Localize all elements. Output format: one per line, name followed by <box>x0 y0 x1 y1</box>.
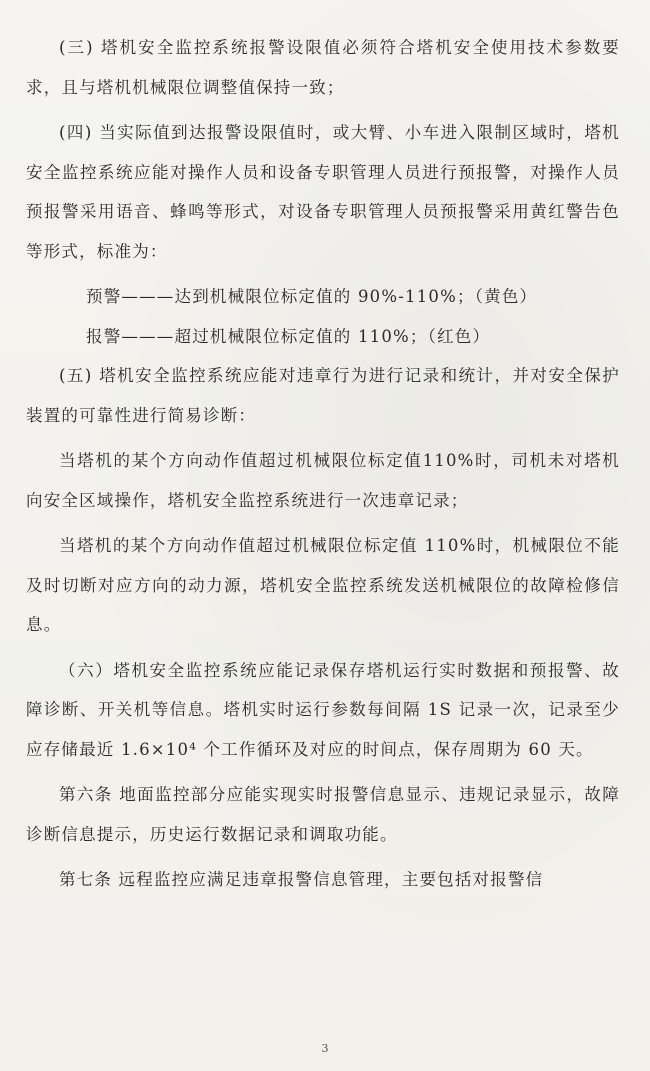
paragraph-5: (五) 塔机安全监控系统应能对违章行为进行记录和统计，并对安全保护装置的可靠性进行简易诊断： <box>26 366 620 425</box>
paragraph-3: (三) 塔机安全监控系统报警设限值必须符合塔机安全使用技术参数要求，且与塔机机械限位调整值保持一致； <box>26 38 620 97</box>
paragraph-6: （六）塔机安全监控系统应能记录保存塔机运行实时数据和预报警、故障诊断、开关机等信息。塔机实时运行参数每间隔 1S 记录一次，记录至少应存储最近 1.6×10⁴ 个工作循环及对应的时间点，保存周期为 60 天。 <box>26 660 620 759</box>
standard-line-alarm: 报警———超过机械限位标定值的 110%；（红色） <box>86 326 491 346</box>
paragraph-4: (四) 当实际值到达报警设限值时，或大臂、小车进入限制区域时，塔机安全监控系统应能对操作人员和设备专职管理人员进行预报警，对操作人员预报警采用语音、蜂鸣等形式，对设备专职管理人员预报警采用黄红警告色等形式，标准为： <box>26 123 620 261</box>
standard-line-warning: 预警———达到机械限位标定值的 90%-110%；（黄色） <box>86 287 538 306</box>
page-number: 3 <box>321 1042 329 1055</box>
article-6: 第六条 地面监控部分应能实现实时报警信息显示、违规记录显示，故障诊断信息提示，历史运行数据记录和调取功能。 <box>26 785 620 844</box>
article-7: 第七条 远程监控应满足违章报警信息管理，主要包括对报警信 <box>59 870 544 889</box>
paragraph-violation-record: 当塔机的某个方向动作值超过机械限位标定值110%时，司机未对塔机向安全区域操作，塔机安全监控系统进行一次违章记录； <box>26 451 620 510</box>
paragraph-fault-info: 当塔机的某个方向动作值超过机械限位标定值 110%时，机械限位不能及时切断对应方向的动力源，塔机安全监控系统发送机械限位的故障检修信息。 <box>26 536 620 634</box>
